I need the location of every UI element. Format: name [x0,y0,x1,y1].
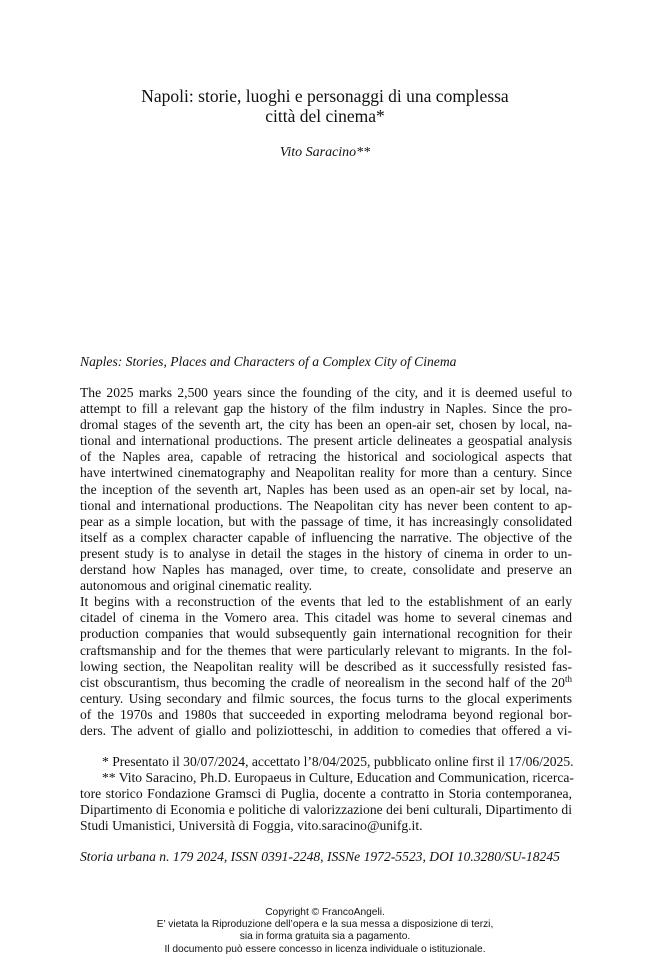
abstract-line [80,675,572,691]
ordinal-superscript: th [564,673,572,684]
abstract-line: pear as a simple location, but with the passage of time, it has increasingly consolidated [80,513,572,529]
footnote-line: Dipartimento di Economia e politiche di valorizzazione dei beni culturali, Dipartimento di [80,802,572,818]
abstract-line: lowing section, the Neapolitan reality will be described as it successfully resisted fas- [80,658,572,674]
abstract-line-text: cist obscurantism, thus becoming the cradle of neorealism in the second half of the 20 [80,674,565,690]
footnote-line: tore storico Fondazione Gramsci di Puglia, docente a contratto in Storia contemporanea, [80,786,572,802]
abstract-line: tional and international productions. The present article delineates a geospatial analysis [80,433,572,449]
abstract-line: production companies that would subsequently gain international recognition for their [80,626,572,642]
article-title-line: Napoli: storie, luoghi e personaggi di una complessa [141,86,509,106]
abstract-line: dromal stages of the seventh art, the city has been an open-air set, chosen by local, na- [80,417,572,433]
abstract-line: ders. The advent of giallo and poliziotteschi, in addition to comedies that offered a vi- [80,722,572,738]
abstract [80,385,572,739]
author-name: Vito Saracino** [279,145,371,160]
abstract-line: of the Naples area, capable of retracing the historical and sociological aspects that [80,449,572,465]
copyright-line: sia in forma gratuita sia a pagamento. [239,931,411,943]
abstract-line: have intertwined cinematography and Neapolitan reality for more than a century. Since [80,465,572,481]
abstract-line: derstand how Naples has managed, over time, to create, consolidate and preserve an [80,562,572,578]
copyright-line: Copyright © FrancoAngeli. [265,907,385,918]
article-title-line: città del cinema* [265,106,385,126]
journal-citation: Storia urbana n. 179 2024, ISSN 0391-2248, ISSNe 1972-5523, DOI 10.3280/SU-18245 [80,849,560,864]
abstract-line: The 2025 marks 2,500 years since the founding of the city, and it is deemed useful to [80,385,572,400]
copyright-notice [0,907,650,956]
footnote-line: * Presentato il 30/07/2024, accettato l’8/04/2025, pubblicato online first il 17/06/2025. [102,754,574,769]
english-title: Naples: Stories, Places and Characters of a Complex City of Cinema [80,354,457,369]
abstract-line: century. Using secondary and filmic sources, the focus turns to the glocal experiments [80,690,572,706]
abstract-line: the inception of the seventh art, Naples has been used as an open-air set by local, na- [80,481,572,497]
copyright-line: E’ vietata la Riproduzione dell’opera e la sua messa a disposizione di terzi, [156,919,494,931]
abstract-line: citadel of cinema in the Vomero area. This citadel was home to several cinemas and [80,610,572,626]
footnotes [80,754,572,834]
abstract-line: present study is to analyse in detail the stages in the history of cinema in order to un- [80,545,572,561]
abstract-line: tional and international productions. The Neapolitan city has never been content to ap- [80,497,572,513]
footnote-line: ** Vito Saracino, Ph.D. Europaeus in Culture, Education and Communication, ricerca- [102,770,574,786]
abstract-line: of the 1970s and 1980s that succeeded in exporting melodrama beyond regional bor- [80,706,572,722]
abstract-line: It begins with a reconstruction of the events that led to the establishment of an early [80,594,572,610]
abstract-line: attempt to fill a relevant gap the history of the film industry in Naples. Since the pro- [80,401,572,417]
abstract-line: craftsmanship and for the themes that were particularly relevant to migrants. In the fol- [80,642,572,658]
abstract-line: autonomous and original cinematic reality. [80,578,313,594]
article-title [0,86,650,126]
copyright-line: Il documento può essere concesso in licenza individuale o istituzionale. [164,943,486,955]
abstract-line: itself as a complex character capable of influencing the narrative. The objective of the [80,529,572,545]
footnote-line: Studi Umanistici, Università di Foggia, vito.saracino@unifg.it. [80,818,423,834]
